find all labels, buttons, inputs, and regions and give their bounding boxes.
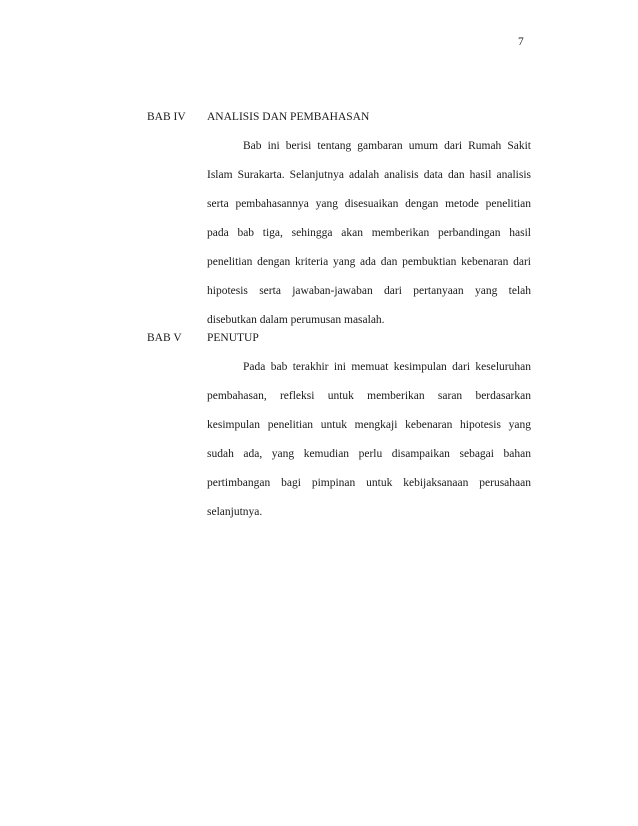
paragraph-line: disebutkan dalam perumusan masalah.: [207, 314, 385, 326]
paragraph-line: kesimpulan penelitian untuk mengkaji kebenaran hipotesis yang: [207, 419, 531, 431]
paragraph-line: Bab ini berisi tentang gambaran umum dari Rumah Sakit: [243, 140, 531, 152]
chapter-bab-iv: [147, 108, 531, 329]
chapter-paragraph: [207, 358, 531, 521]
chapter-title: PENUTUP: [207, 332, 259, 344]
paragraph-line: penelitian dengan kriteria yang ada dan pembuktian kebenaran dari: [207, 256, 531, 268]
chapter-title: ANALISIS DAN PEMBAHASAN: [207, 111, 370, 123]
paragraph-line: Islam Surakarta. Selanjutnya adalah analisis data dan hasil analisis: [207, 169, 531, 181]
paragraph-line: serta pembahasannya yang disesuaikan dengan metode penelitian: [207, 198, 531, 210]
chapter-bab-v: [147, 329, 531, 521]
chapter-label: BAB V: [147, 332, 182, 344]
paragraph-line: pembahasan, refleksi untuk memberikan saran berdasarkan: [207, 390, 531, 402]
chapter-heading: [147, 108, 531, 126]
page-number: 7: [518, 36, 524, 48]
paragraph-line: selanjutnya.: [207, 506, 263, 518]
paragraph-line: Pada bab terakhir ini memuat kesimpulan dari keseluruhan: [243, 361, 531, 373]
paragraph-line: hipotesis serta jawaban-jawaban dari pertanyaan yang telah: [207, 285, 531, 297]
paragraph-line: pertimbangan bagi pimpinan untuk kebijaksanaan perusahaan: [207, 477, 531, 489]
chapter-heading: [147, 329, 531, 347]
paragraph-line: sudah ada, yang kemudian perlu disampaikan sebagai bahan: [207, 448, 531, 460]
chapter-paragraph: [207, 137, 531, 329]
chapter-label: BAB IV: [147, 111, 186, 123]
paragraph-line: pada bab tiga, sehingga akan memberikan perbandingan hasil: [207, 227, 531, 239]
